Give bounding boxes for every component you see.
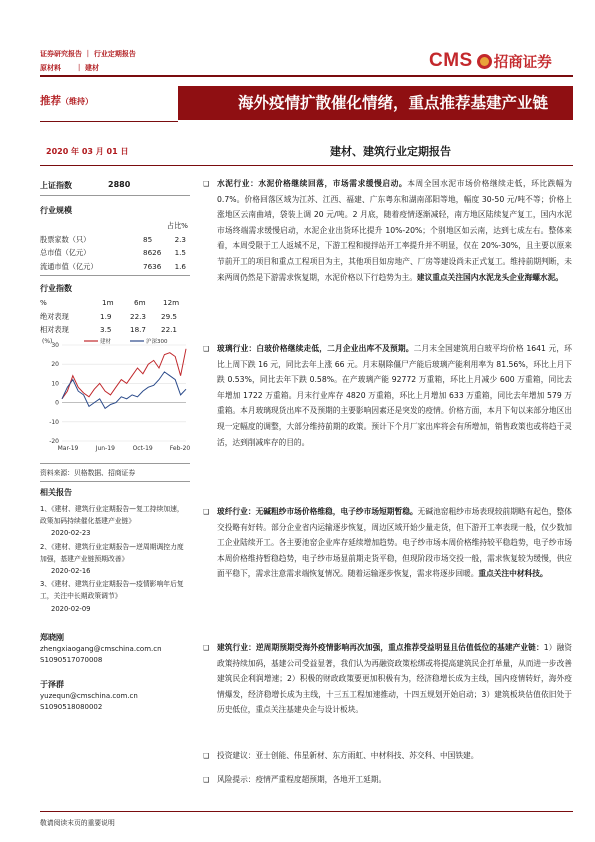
- related-heading: 相关报告: [40, 488, 72, 497]
- paragraph-construction: 建筑行业：逆周期预期受海外疫情影响再次加强，重点推荐受益明显且估值低位的基建产业链：1）融资政策持续加码，基建公司受益显著，我们认为再融资政策松绑或将提高建筑民企打单量，从而进一步改善建筑民企利润增速；2）积极的财政政策要更加积极有为，经济稳增长成为主线，国内疫情转好，海外疫情爆发，经济稳增长成为主线，十三五工程加速推动，十四五规划开始启动；3）建筑板块估值依旧处于历史低位，重点关注基建央企与设计板块。: [217, 643, 572, 715]
- x-tick-label: Feb-20: [169, 445, 190, 452]
- y-axis-label: (%): [42, 338, 53, 345]
- x-tick-label: Jun-19: [95, 445, 115, 452]
- bullet-icon: ❑: [203, 752, 210, 760]
- y-tick-label: 0: [55, 399, 59, 407]
- investment-advice: 投资建议：亚士创能、伟星新材、东方雨虹、中材科技、苏交科、中国铁建。: [217, 751, 479, 760]
- index-value: 2880: [108, 180, 131, 189]
- y-tick-label: 30: [51, 342, 59, 349]
- x-tick-label: Oct-19: [132, 445, 153, 452]
- perf-table: [40, 296, 190, 337]
- bullet-icon: ❑: [203, 776, 210, 784]
- paragraph-cement: 水泥行业：水泥价格继续回落，市场需求缓慢启动。本周全国水泥市场价格继续走低，环比跌幅为 0.7%。价格回落区域为江苏、江西、福建、广东粤东和湖南邵阳等地，幅度 30-50 元/吨不等；价格上涨地区云南曲靖，袋装上调 20 元/吨。2 月底，随着疫情逐渐减轻，南方地区陆续复产复工，国内水泥市场终端需求缓慢启动，水泥企业出货环比提升 10%-20%；个别地区如云南，达到七成左右。整体来看，本周受限于工人返城不足，下游工程和搅拌站开工率提升并不明显，仅在 20%-30%，且主要以原来节前开工的项目和重点工程项目为主，其他项目如房地产、厂房等建设尚未正式复工。维持前期判断，未来两周仍然是下游需求恢复期，水泥价格以下行趋势为主。建议重点关注国内水泥龙头企业海螺水泥。: [217, 179, 572, 282]
- index-label: 上证指数: [40, 181, 72, 190]
- table-header-row: % 1m 6m 12m: [40, 298, 180, 307]
- list-item[interactable]: 2、《建材、建筑行业定期报告—逆周期调控力度加强，基建产业链预期改善》 2020-02-16: [40, 542, 184, 576]
- rating: [40, 93, 93, 108]
- y-tick-label: -10: [49, 418, 59, 426]
- scale-table: [40, 219, 190, 273]
- rating-sub: （维持）: [61, 97, 93, 106]
- legend-label: 沪深300: [146, 339, 168, 345]
- table-row: 相对表现 3.5 18.7 22.1: [40, 325, 178, 334]
- bullet-icon: ❑: [203, 345, 210, 353]
- table-row: 总市值（亿元） 8626 1.5: [40, 248, 186, 257]
- risk-warning: 风险提示：疫情严重程度超预期，各地开工延期。: [217, 775, 387, 784]
- analyst-id: S1090518080002: [40, 703, 103, 711]
- cms-logo: [429, 50, 552, 72]
- report-sector: 原材料 ｜ 建材: [40, 64, 100, 72]
- list-item[interactable]: 1、《建材、建筑行业定期报告—复工持续加速，政策加码持续催化基建产业链》 2020-02-23: [40, 505, 184, 538]
- scale-heading: 行业规模: [40, 206, 72, 215]
- report-type: 证券研究报告 ｜ 行业定期报告: [40, 50, 136, 58]
- logo-cms-text: CMS: [429, 50, 473, 71]
- logo-cn-text: 招商证券: [493, 54, 552, 71]
- analyst-1: [40, 632, 190, 667]
- y-tick-label: -20: [49, 438, 59, 445]
- list-item[interactable]: 3、《建材、建筑行业定期报告—疫情影响年后复工，关注中长期政策调节》 2020-02-09: [40, 580, 184, 613]
- analyst-id: S1090517070008: [40, 656, 103, 664]
- bullet-icon: ❑: [203, 180, 210, 188]
- analyst-name: 郑晓刚: [40, 633, 64, 642]
- report-date: 2020 年 03 月 01 日: [46, 147, 129, 156]
- analyst-2: [40, 679, 190, 714]
- page-title: 海外疫情扩散催化情绪，重点推荐基建产业链: [237, 94, 548, 112]
- x-tick-label: Mar-19: [57, 445, 79, 452]
- table-row: 流通市值（亿元） 7636 1.6: [40, 261, 186, 271]
- y-tick-label: 10: [51, 380, 59, 388]
- bullet-icon: ❑: [203, 508, 210, 516]
- bullet-icon: ❑: [203, 644, 210, 652]
- analyst-name: 于泽群: [40, 680, 64, 689]
- related-reports: [40, 503, 188, 615]
- paragraph-glass: 玻璃行业：白玻价格继续走低，二月企业出库不及预期。二月末全国建筑用白玻平均价格 1641 元，环比上周下跌 16 元，同比去年上涨 66 元。月末剔除僵尸产能后玻璃产能利用率为 81.56%，环比上月下跌 0.53%，同比去年下跌 0.58%。在产玻璃产能 92772 万重箱，环比上月减少 600 万重箱，同比去年增加 1722 万重箱。月末行业库存 4820 万重箱，环比上月增加 633 万重箱，同比去年增加 579 万重箱。本月玻璃现货出库不及预期的主要影响因素还是突发的疫情。价格方面，本月下旬以来部分地区出现一定幅度的调整，大部分维持前期的政策。预计下个月厂家出库将会有所增加，销售政策也或将趋于灵活，达到削减库存的目的。: [217, 344, 572, 447]
- y-tick-label: 20: [51, 361, 59, 369]
- rating-label: 推荐: [40, 95, 61, 107]
- table-row: 绝对表现 1.9 22.3 29.5: [40, 311, 178, 321]
- paragraph-glassfiber: 玻纤行业：无碱粗纱市场价格维稳，电子纱市场短期暂稳。无碱池窑粗纱市场表现较前期略有起色，整体交投略有好转。部分企业省内运输逐步恢复，周边区域开始少量走货，但下游开工率表现一般，仅少数加工企业陆续开工。各主要池窑企业库存延续增加趋势。电子纱市场本周价格维持较平稳趋势，电子纱市场本周价格维持暂稳趋势，电子纱市场显前期走货平稳，但现阶段市场交投一般，需求恢复较为缓慢，供应面平稳下，需求注意需求端恢复情况。随着运输逐步恢复，需求将逐步回暖。重点关注中材科技。: [217, 507, 572, 579]
- analyst-email[interactable]: zhengxiaogang@cmschina.com.cn: [40, 644, 162, 653]
- performance-chart: [40, 335, 190, 460]
- table-row: 股票家数（只） 85 2.3: [40, 234, 186, 244]
- chart-source: 资料来源：贝格数据、招商证券: [40, 469, 136, 477]
- legend-label: 建材: [100, 339, 112, 345]
- report-subtitle: 建材、建筑行业定期报告: [330, 145, 451, 158]
- scale-col-header: 占比%: [166, 221, 188, 230]
- logo-emblem-icon: [477, 54, 492, 69]
- perf-heading: 行业指数: [40, 284, 72, 293]
- analyst-email[interactable]: yuzequn@cmschina.com.cn: [40, 691, 138, 700]
- footer-note: 敬请阅读末页的重要说明: [40, 819, 115, 827]
